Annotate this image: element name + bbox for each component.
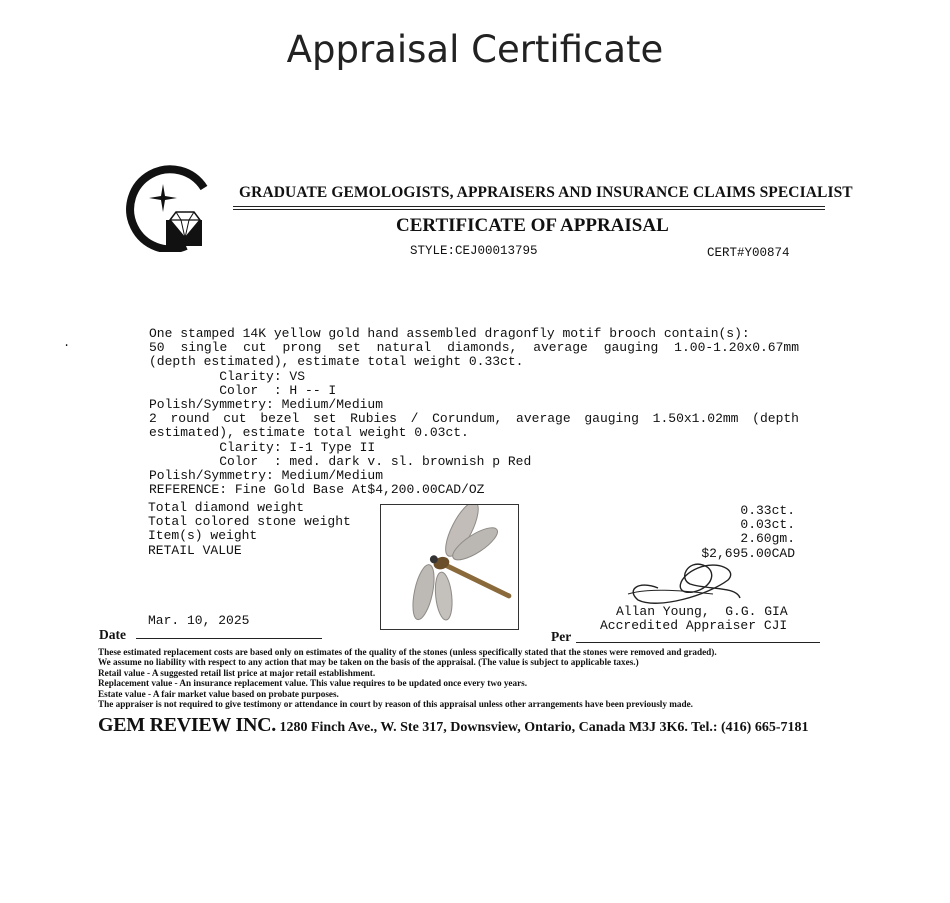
date-value: Mar. 10, 2025 (148, 613, 250, 628)
disclaimer-line: Retail value - A suggested retail list price at major retail establishment. (98, 667, 376, 678)
company-footer (98, 714, 808, 737)
appraiser-accreditation: Accredited Appraiser CJI (600, 618, 788, 633)
appraiser-name: Allan Young, G.G. GIA (616, 604, 788, 619)
item-weight-label: Item(s) weight (148, 528, 258, 544)
description-line: Color : H -- I (149, 382, 337, 398)
total-diamond-weight-value: 0.33ct. (740, 503, 795, 518)
cert-number: CERT#Y00874 (707, 246, 790, 260)
description-line: 2 round cut bezel set Rubies / Corundum, average gauging 1.50x1.02mm (depth (149, 411, 799, 427)
description-line: 50 single cut prong set natural diamonds, average gauging 1.00-1.20x0.67mm (149, 340, 799, 356)
header-rule-bottom (233, 209, 825, 210)
stray-mark: . (63, 336, 71, 350)
date-signature-line (136, 638, 322, 639)
per-signature-line (576, 642, 820, 643)
dragonfly-brooch-icon (381, 505, 518, 629)
per-label: Per (551, 629, 572, 644)
disclaimers (98, 647, 717, 709)
signature-icon (618, 550, 748, 610)
brooch-photo (380, 504, 519, 630)
item-description (149, 327, 799, 497)
description-line: Color : med. dark v. sl. brownish p Red (149, 453, 532, 469)
description-line: (depth estimated), estimate total weight 0.33ct. (149, 354, 524, 370)
description-line: Polish/Symmetry: Medium/Medium (149, 396, 384, 412)
gem-logo-icon (126, 162, 210, 252)
disclaimer-line: We assume no liability with respect to any action that may be taken on the basis of the appraisal. (The value is subject to applicable taxes.) (98, 657, 639, 668)
retail-value-label: RETAIL VALUE (148, 542, 242, 558)
company-name: GEM REVIEW INC. (98, 714, 276, 736)
description-line: One stamped 14K yellow gold hand assembled dragonfly motif brooch contain(s): (149, 326, 750, 341)
total-colored-stone-weight-value: 0.03ct. (740, 517, 795, 533)
description-line: Polish/Symmetry: Medium/Medium (149, 467, 384, 483)
description-line: estimated), estimate total weight 0.03ct. (149, 425, 469, 441)
style-number: STYLE:CEJ00013795 (410, 244, 538, 258)
header-tagline: GRADUATE GEMOLOGISTS, APPRAISERS AND INSURANCE CLAIMS SPECIALIST (239, 184, 853, 201)
disclaimer-line: The appraiser is not required to give testimony or attendance in court by reason of this appraisal unless other arrangements have been previously made. (98, 699, 693, 710)
disclaimer-line: Replacement value - An insurance replacement value. This value requires to be updated once every two years. (98, 678, 528, 689)
description-line: Clarity: VS (149, 368, 306, 384)
disclaimer-line: These estimated replacement costs are based only on estimates of the quality of the stones (unless specifically stated that the stones were removed and graded). (98, 647, 717, 657)
page-title: Appraisal Certificate (286, 28, 664, 71)
item-weight-value: 2.60gm. (740, 531, 795, 547)
totals-labels (148, 501, 351, 558)
date-label: Date (99, 627, 126, 642)
disclaimer-line: Estate value - A fair market value based on probate purposes. (98, 688, 339, 699)
total-diamond-weight-label: Total diamond weight (148, 500, 305, 515)
description-line: REFERENCE: Fine Gold Base At$4,200.00CAD/OZ (149, 482, 485, 498)
company-address: 1280 Finch Ave., W. Ste 317, Downsview, Ontario, Canada M3J 3K6. Tel.: (416) 665-7181 (275, 720, 809, 735)
header-rule-top (233, 206, 825, 207)
total-colored-stone-weight-label: Total colored stone weight (148, 514, 351, 530)
certificate-title: CERTIFICATE OF APPRAISAL (396, 215, 669, 236)
retail-value-value: $2,695.00CAD (701, 545, 795, 561)
description-line: Clarity: I-1 Type II (149, 439, 376, 455)
